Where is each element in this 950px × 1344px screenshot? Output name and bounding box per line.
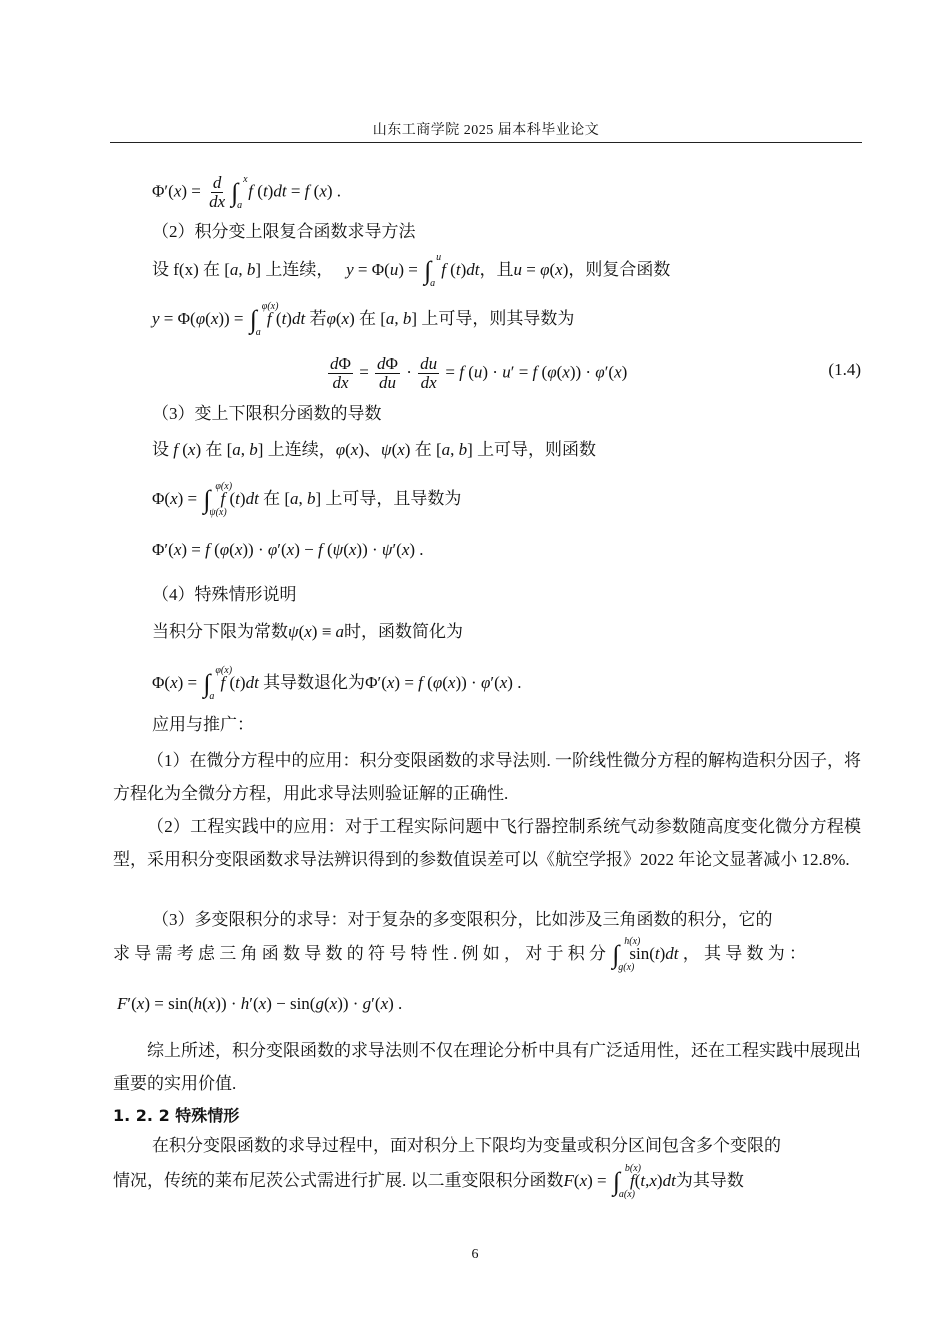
text-line-constant-lower-limit: 当积分下限为常数ψ(x) ≡ a时，函数简化为	[152, 622, 464, 641]
header-rule	[110, 142, 862, 143]
text-line-composite-function: y = Φ(φ(x)) = ∫ φ(x) a f (t)dt 若φ(x) 在 [a, b] 上可导，则其导数为	[152, 301, 575, 339]
subsection-4-title: （4）特殊情形说明	[152, 585, 297, 604]
paragraph-app-2: （2）工程实践中的应用：对于工程实际问题中飞行器控制系统气动参数随高度变化微分方程模型，采用积分变限函数求导法辨识得到的参数值误差可以《航空学报》2022 年论文显著减小 12.8%.	[113, 817, 861, 869]
applications-title: 应用与推广：	[152, 715, 254, 734]
paragraph-app-1: （1）在微分方程中的应用：积分变限函数的求导法则. 一阶线性微分方程的解构造积分因子，将方程化为全微分方程，用此求导法则验证解的正确性.	[113, 751, 861, 803]
paragraph-conclusion: 综上所述，积分变限函数的求导法则不仅在理论分析中具有广泛适用性，还在工程实践中展现出重要的实用价值.	[113, 1041, 861, 1093]
paragraph-app-3-line2: 求 导 需 考 虑 三 角 函 数 导 数 的 符 号 特 性 . 例 如 ， 对 于 积 分 ∫ h(x) g(x) sin(t)dt ， 其 导 数 为 ：	[113, 936, 807, 974]
text-line-variable-limits: 设 f (x) 在 [a, b] 上连续，φ(x)、ψ(x) 在 [a, b] 上可导，则函数	[152, 440, 597, 459]
formula-variable-limits-derivative: Φ′(x) = f (φ(x)) · φ′(x) − f (ψ(x)) · ψ′(x) .	[152, 540, 424, 559]
page-number: 6	[471, 1247, 479, 1262]
paragraph-app-3-line1: （3）多变限积分的求导：对于复杂的多变限积分，比如涉及三角函数的积分，它的	[152, 910, 773, 929]
paragraph-last-line2: 情况，传统的莱布尼茨公式需进行扩展. 以二重变限积分函数F(x) = ∫ b(x) a(x) f(t,x)dt为其导数	[113, 1163, 744, 1201]
subsection-2-title: （2）积分变上限复合函数求导方法	[152, 222, 416, 241]
formula-phi-derivative: Φ′(x) = $\frac{d}{dx}$ ∫ x a f (t)dt = f (x) .	[152, 173, 342, 211]
paragraph-last-line1: 在积分变限函数的求导过程中，面对积分上下限均为变量或积分区间包含多个变限的	[152, 1136, 781, 1155]
section-heading-1-2-2: 1. 2. 2 特殊情形	[113, 1106, 240, 1125]
formula-trig-derivative: F′(x) = sin(h(x)) · h′(x) − sin(g(x)) · g′(x) .	[117, 994, 403, 1013]
equation-number: (1.4)	[828, 360, 861, 379]
running-header: 山东工商学院 2025 届本科毕业论文	[372, 123, 600, 138]
subsection-3-title: （3）变上下限积分函数的导数	[152, 404, 382, 423]
text-line-phi-integral: Φ(x) = ∫ φ(x) ψ(x) f (t)dt 在 [a, b] 上可导，且导数为	[152, 481, 462, 519]
equation-1-4: $\frac{d\Phi}{dx}$ = $\frac{d\Phi}{du}$ · $\frac{du}{dx}$ = f (u) · u′ = f (φ(x)) · φ′(x)	[330, 354, 628, 392]
text-line-composite-setup: 设 f(x) 在 [a, b] 上连续， y = Φ(u) = ∫ u a f (t)dt，且u = φ(x)，则复合函数	[152, 252, 671, 290]
text-line-simplified-derivative: Φ(x) = ∫ φ(x) a f (t)dt 其导数退化为Φ′(x) = f (φ(x)) · φ′(x) .	[152, 665, 522, 703]
